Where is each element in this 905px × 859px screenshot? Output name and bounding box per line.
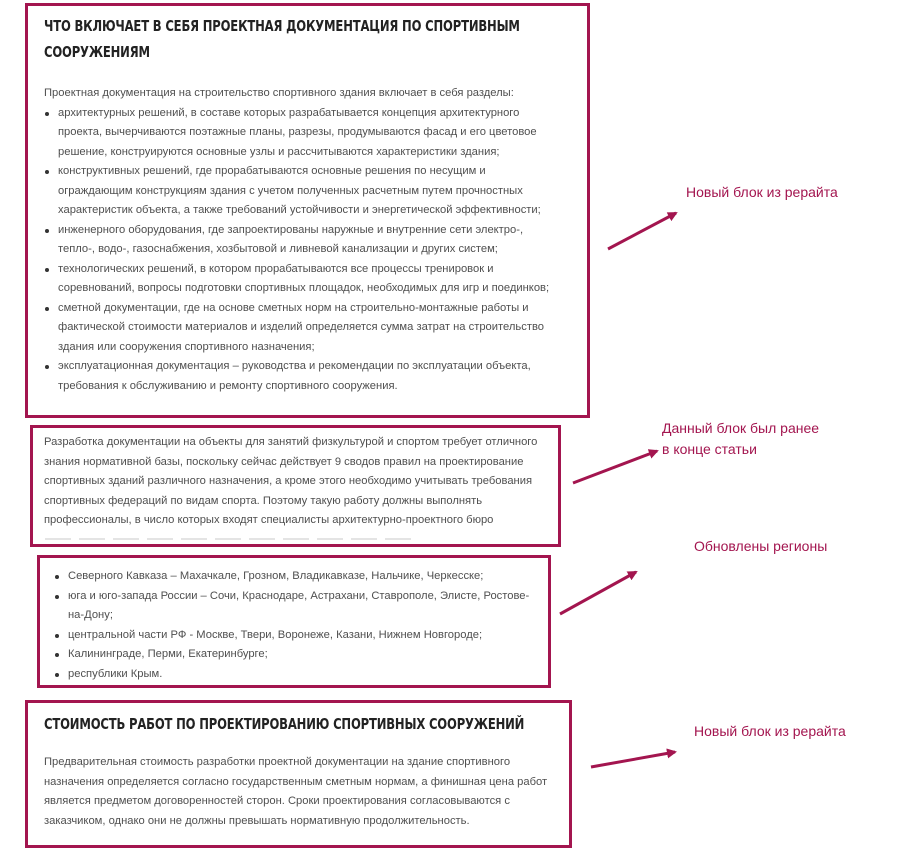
intro-text: Проектная документация на строительство спортивного здания включает в себя разделы: — [44, 87, 514, 99]
annotation-new-block-1: Новый блок из рерайта — [686, 184, 838, 200]
list-item: юга и юго-запада России – Сочи, Краснодаре, Астрахани, Ставрополе, Элисте, Ростове-на-Дону; — [54, 587, 542, 626]
list-item: инженерного оборудования, где запроектированы наружные и внутренние сети электро-, тепло-, водо-, газоснабжения, хозбытовой и ливневой канализации и других систем; — [44, 221, 559, 260]
list-item: конструктивных решений, где прорабатываются основные решения по несущим и ограждающим конструкциям здания с учетом полученных расчетным путем прочностных характеристик объекта, а также требований устойчивости и энергетической эффективности; — [44, 162, 559, 221]
paragraph-text: Предварительная стоимость разработки проектной документации на здание спортивного назначения определяется согласно государственным сметным нормам, а финишная цена работ является предметом договоренностей сторон. Сроки проектирования согласовываются с заказчиком, однако они не должны превышать нормативную продолжительность. — [44, 756, 548, 827]
arrow-icon — [608, 213, 676, 249]
list-item: республики Крым. — [54, 665, 542, 685]
paragraph-text: Разработка документации на объекты для занятий физкультурой и спортом требует отличного знания нормативной базы, поскольку сейчас действует 9 сводов правил на проектирование спортивных зданий различного назначения, а кроме этого необходимо учитывать требования спортивных федераций по видам спорта. Поэтому такую работу должны выполнять профессионалы, в число которых входят специалисты архитектурно-проектного бюро — [44, 436, 538, 526]
arrow-icon — [591, 752, 675, 767]
list-item: технологических решений, в котором прорабатываются все процессы тренировок и соревнований, вопросы подготовки спортивных площадок, необходимых для игр и поединков; — [44, 260, 559, 299]
section-heading-cost: СТОИМОСТЬ РАБОТ ПО ПРОЕКТИРОВАНИЮ СПОРТИВНЫХ СООРУЖЕНИЙ — [44, 715, 525, 733]
annotation-regions-updated: Обновлены регионы — [694, 538, 828, 554]
list-item: Калининграде, Перми, Екатеринбурге; — [54, 645, 542, 665]
annotation-new-block-2: Новый блок из рерайта — [694, 723, 846, 739]
list-item: эксплуатационная документация – руководства и рекомендации по эксплуатации объекта, требования к обслуживанию и ремонту спортивного сооружения. — [44, 357, 559, 396]
annotation-moved-block-line2: в конце статьи — [662, 441, 757, 457]
list-item: архитектурных решений, в составе которых разрабатывается концепция архитектурного проекта, вычерчиваются поэтажные планы, разрезы, продумываются фасад и его цветовое решение, конструируются основные узлы и рассчитываются характеристики здания; — [44, 104, 559, 163]
list-item: Северного Кавказа – Махачкале, Грозном, Владикавказе, Нальчике, Черкесске; — [54, 567, 542, 587]
arrow-icon — [560, 572, 636, 614]
section-heading-documentation: ЧТО ВКЛЮЧАЕТ В СЕБЯ ПРОЕКТНАЯ ДОКУМЕНТАЦИЯ ПО СПОРТИВНЫМ СООРУЖЕНИЯМ — [44, 17, 520, 61]
list-item: сметной документации, где на основе сметных норм на строительно-монтажные работы и фактической стоимости материалов и изделий определяется сумма затрат на строительство здания или сооружения спортивного назначения; — [44, 299, 559, 358]
arrow-icon — [573, 451, 657, 483]
list-item: центральной части РФ - Москве, Твери, Воронеже, Казани, Нижнем Новгороде; — [54, 626, 542, 646]
annotation-moved-block-line1: Данный блок был ранее — [662, 420, 820, 436]
